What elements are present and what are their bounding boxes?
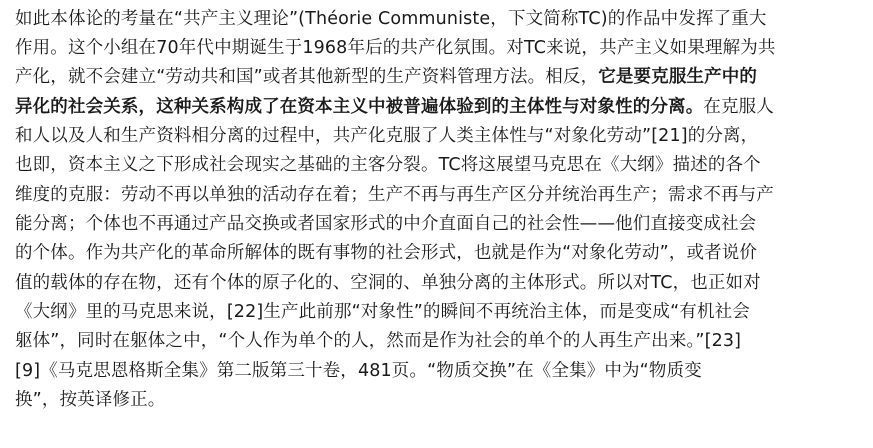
text-segment: 在克服人 [703,97,774,117]
text-segment: 《大纲》里的马克思来说， [15,302,227,322]
text-line [15,6,767,32]
text-segment: 维度的克服：劳动不再以单独的活动存在着；生产不再与再生产区分并统治再生产；需求不再与产 [15,185,774,205]
text-line [15,387,165,413]
text-segment: 值的载体的存在物，还有个体的原子化的、空洞的、单独分离的主体形式。所以对TC，也正如对 [15,273,761,293]
footnote-link[interactable]: [21] [651,126,688,146]
footnote-link[interactable]: [23] [704,331,742,351]
text-segment: 如此本体论的考量在“共产主义理论”(Théorie Communiste，下文简称TC)的作品中发挥了重大 [15,9,767,29]
text-segment: 能分离；个体也不再通过产品交换或者国家形式的中介直面自己的社会性——他们直接变成社会 [15,214,757,234]
text-line [15,358,702,384]
text-segment: 换”，按英译修正。 [15,390,166,410]
text-segment: 产化，就不会建立“劳动共和国”或者其他新型的生产资料管理方法。相反， [15,67,599,87]
text-line [15,152,761,178]
text-line [15,270,761,296]
text-segment: 的分离， [687,126,759,146]
text-segment: 作用。这个小组在70年代中期诞生于1968年后的共产化氛围。对TC来说，共产主义如果理解为共 [15,38,776,58]
text-line [15,299,750,325]
bold-text: 异化的社会关系，这种关系构成了在资本主义中被普遍体验到的主体性与对象性的分离。 [15,97,704,117]
text-line [15,240,757,266]
text-segment: 的个体。作为共产化的革命所解体的既有事物的社会形式，也就是作为“对象化劳动”，或者说价 [15,243,758,263]
text-line [15,94,774,120]
footnote-link[interactable]: [22] [226,302,264,322]
bold-text: 它是要克服生产中的 [598,67,758,87]
text-line [15,211,756,237]
text-segment: 躯体”，同时在躯体之中，“个人作为单个的人，然而是作为社会的单个的人再生产出来。” [15,331,705,351]
text-line [15,35,776,61]
footnote-link[interactable]: [9] [15,361,41,381]
text-segment: 也即，资本主义之下形成社会现实之基础的主客分裂。TC将这展望马克思在《大纲》描述的各个 [15,155,761,175]
text-segment: 《马克思恩格斯全集》第二版第三十卷，481页。“物质交换”在《全集》中为“物质变 [40,361,702,381]
text-segment: 和人以及人和生产资料相分离的过程中，共产化克服了人类主体性与“对象化劳动” [15,126,652,146]
text-line [15,123,758,149]
text-segment: 生产此前那“对象性”的瞬间不再统治主体，而是变成“有机社会 [263,302,750,322]
text-line [15,64,757,90]
text-line [15,328,741,354]
text-line [15,182,774,208]
